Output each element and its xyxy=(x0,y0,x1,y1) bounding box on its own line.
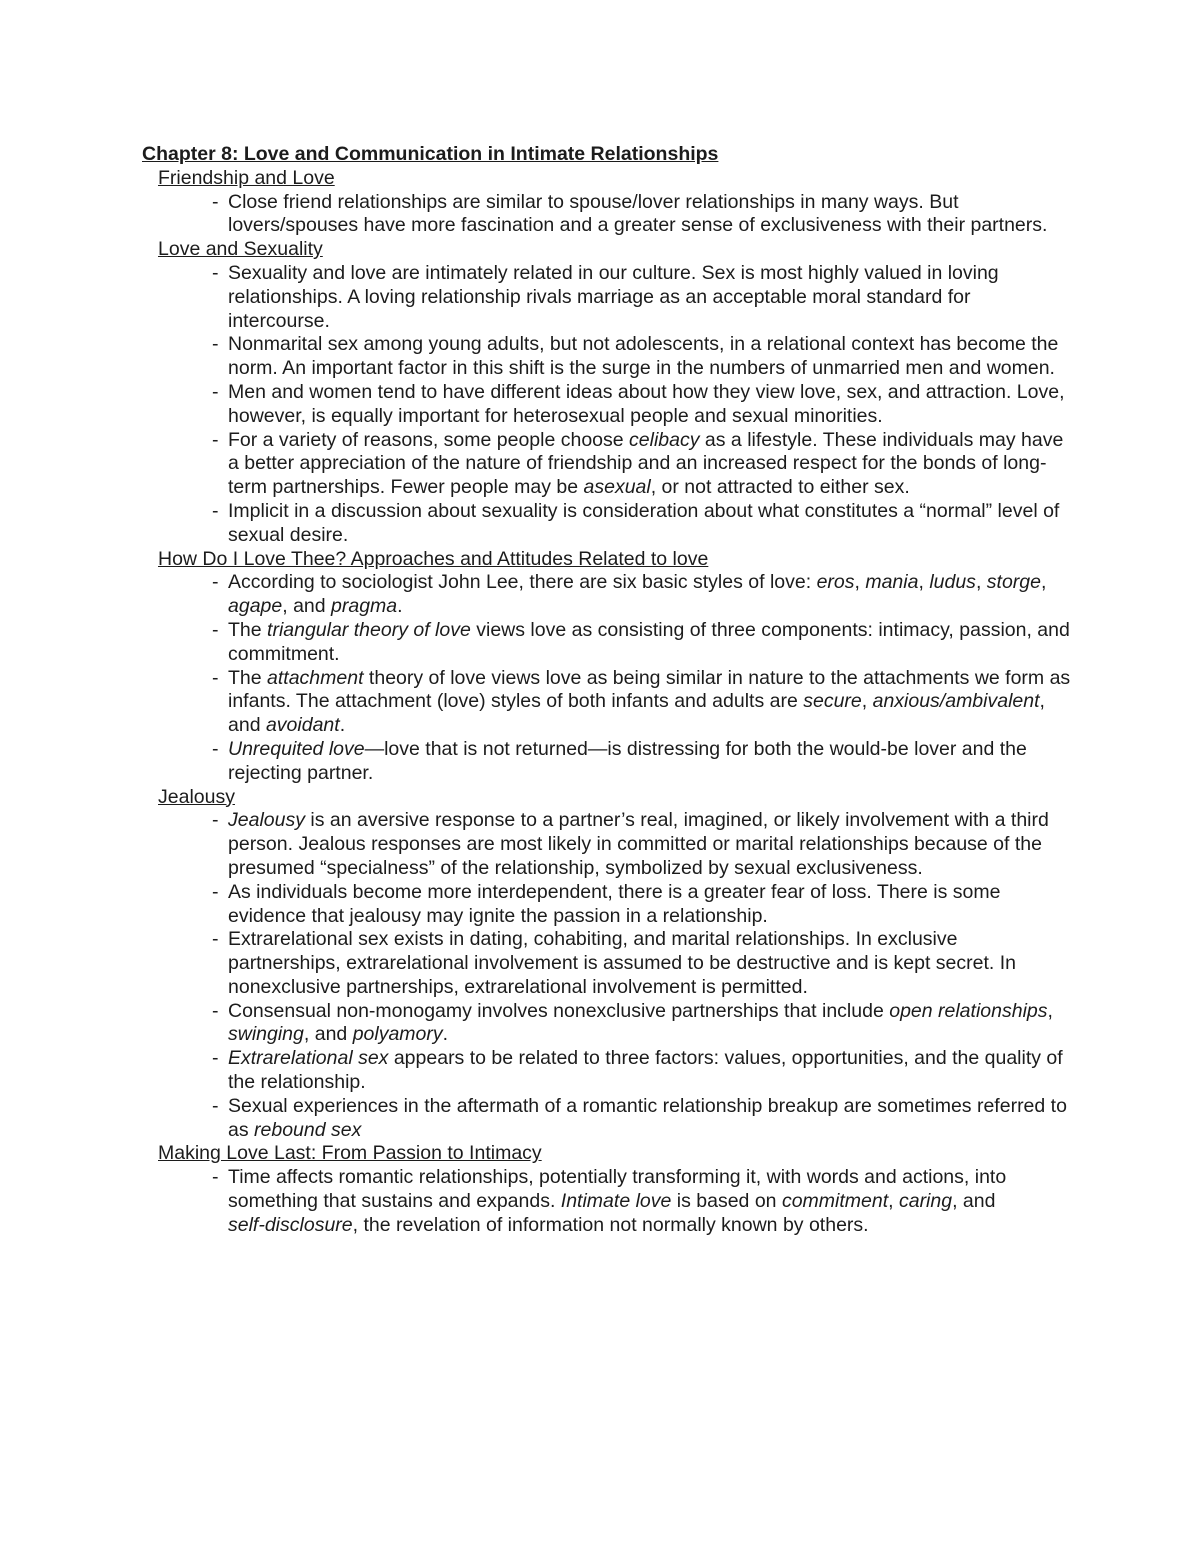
bullet-item xyxy=(212,881,1072,929)
bullet-dash: - xyxy=(212,380,219,403)
bullet-item xyxy=(212,809,1072,880)
text-run: , xyxy=(861,690,873,713)
text-run: As individuals become more interdependent, there is a greater fear of loss. There is some evidence that jealousy may ignite the passion in a relationship. xyxy=(228,880,1001,927)
italic-term: Extrarelational sex xyxy=(228,1047,389,1070)
italic-term: avoidant xyxy=(265,714,340,737)
text-run: theory of love views love as being similar in nature to the attachments we form as infants. The attachment (love) styles of both infants and adults are xyxy=(228,666,1071,713)
bullet-item xyxy=(212,191,1072,239)
text-run: Close friend relationships are similar to spouse/lover relationships in many ways. But lovers/spouses have more fascination and a greater sense of exclusiveness with their partners. xyxy=(228,190,1048,237)
bullet-item xyxy=(212,667,1072,738)
bullet-item xyxy=(212,1166,1072,1237)
text-run: , xyxy=(854,571,866,594)
text-run: , and xyxy=(952,1190,996,1213)
bullet-dash: - xyxy=(212,999,219,1022)
bullet-dash: - xyxy=(212,880,219,903)
bullet-dash: - xyxy=(212,1166,219,1189)
italic-term: pragma xyxy=(331,595,398,618)
italic-term: commitment xyxy=(781,1190,889,1213)
text-run: Extrarelational sex exists in dating, cohabiting, and marital relationships. In exclusive partnerships, extrarelational involvement is assumed to be destructive and is kept secret. In nonexclusive partnerships, extrarelational involvement is permitted. xyxy=(228,928,1016,998)
bullet-dash: - xyxy=(212,666,219,689)
text-run: According to sociologist John Lee, there are six basic styles of love: xyxy=(228,571,817,594)
bullet-list xyxy=(142,191,1072,239)
text-run: , xyxy=(918,571,930,594)
italic-term: Unrequited love xyxy=(228,737,365,760)
text-run: The xyxy=(228,618,268,641)
bullet-dash: - xyxy=(212,737,219,760)
bullet-item xyxy=(212,1000,1072,1048)
italic-term: triangular theory of love xyxy=(267,618,471,641)
text-run: is based on xyxy=(671,1190,782,1213)
text-run: Nonmarital sex among young adults, but not adolescents, in a relational context has become the norm. An important factor in this shift is the surge in the numbers of unmarried men and women. xyxy=(228,333,1059,380)
text-run: . xyxy=(442,1023,449,1046)
text-run: Men and women tend to have different ideas about how they view love, sex, and attraction. Love, however, is equally important for heterosexual people and sexual minorities. xyxy=(228,380,1065,427)
text-run: , or not attracted to either sex. xyxy=(650,476,910,499)
italic-term: open relationships xyxy=(889,999,1048,1022)
bullet-dash: - xyxy=(212,333,219,356)
bullet-item xyxy=(212,738,1072,786)
bullet-item xyxy=(212,1047,1072,1095)
bullet-dash: - xyxy=(212,499,219,522)
text-run: The xyxy=(228,666,268,689)
bullet-item xyxy=(212,333,1072,381)
text-run: —love that is not returned—is distressing for both the would-be lover and the rejecting partner. xyxy=(228,737,1027,784)
text-run: Implicit in a discussion about sexuality is consideration about what constitutes a “normal” level of sexual desire. xyxy=(228,499,1060,546)
section-heading: Friendship and Love xyxy=(158,166,335,189)
bullet-item xyxy=(212,500,1072,548)
bullet-list xyxy=(142,262,1072,548)
chapter-title: Chapter 8: Love and Communication in Intimate Relationships xyxy=(142,143,719,165)
text-run: , xyxy=(975,571,987,594)
text-run: , and xyxy=(228,690,1045,737)
italic-term: storge xyxy=(986,571,1041,594)
italic-term: agape xyxy=(228,595,283,618)
bullet-list xyxy=(142,571,1072,785)
text-run: , and xyxy=(282,595,332,618)
bullet-list xyxy=(142,809,1072,1142)
italic-term: self-disclosure xyxy=(228,1213,353,1236)
bullet-dash: - xyxy=(212,261,219,284)
section-heading: How Do I Love Thee? Approaches and Attitudes Related to love xyxy=(158,547,709,570)
text-run: is an aversive response to a partner’s real, imagined, or likely involvement with a third person. Jealous responses are most likely in committed or marital relationships because of the presumed “specialness” of the relationship, symbolized by sexual exclusiveness. xyxy=(228,809,1049,879)
italic-term: secure xyxy=(803,690,862,713)
text-run: Consensual non-monogamy involves nonexclusive partnerships that include xyxy=(228,999,890,1022)
text-run: . xyxy=(397,595,403,618)
bullet-item xyxy=(212,619,1072,667)
bullet-item xyxy=(212,381,1072,429)
bullet-list xyxy=(142,1166,1072,1237)
italic-term: anxious/ambivalent xyxy=(872,690,1040,713)
bullet-dash: - xyxy=(212,571,219,594)
italic-term: polyamory xyxy=(352,1023,443,1046)
italic-term: Jealousy xyxy=(228,809,305,832)
text-run: Sexual experiences in the aftermath of a romantic relationship breakup are sometimes referred to as xyxy=(228,1094,1067,1141)
text-run: , the revelation of information not normally known by others. xyxy=(352,1213,869,1236)
bullet-dash: - xyxy=(212,928,219,951)
bullet-item xyxy=(212,429,1072,500)
sections-container xyxy=(142,167,1072,1238)
bullet-dash: - xyxy=(212,1094,219,1117)
bullet-item xyxy=(212,1095,1072,1143)
section-heading: Making Love Last: From Passion to Intimacy xyxy=(158,1142,542,1165)
text-run: , xyxy=(1040,571,1047,594)
section-heading: Love and Sexuality xyxy=(158,238,323,261)
italic-term: rebound sex xyxy=(254,1118,362,1141)
text-run: For a variety of reasons, some people choose xyxy=(228,428,630,451)
text-run: , and xyxy=(303,1023,353,1046)
bullet-dash: - xyxy=(212,618,219,641)
italic-term: swinging xyxy=(228,1023,304,1046)
text-run: as a lifestyle. These individuals may have a better appreciation of the nature of friendship and an increased respect for the bonds of long-term partnerships. Fewer people may be xyxy=(228,428,1064,499)
italic-term: ludus xyxy=(929,571,976,594)
bullet-item xyxy=(212,571,1072,619)
bullet-dash: - xyxy=(212,809,219,832)
italic-term: eros xyxy=(816,571,855,594)
italic-term: attachment xyxy=(267,666,364,689)
italic-term: mania xyxy=(865,571,919,594)
text-run: , xyxy=(888,1190,899,1213)
italic-term: Intimate love xyxy=(560,1190,672,1213)
text-run: , xyxy=(1047,999,1053,1022)
text-run: Time affects romantic relationships, potentially transforming it, with words and actions, into something that sustains and expands. xyxy=(228,1166,1007,1213)
italic-term: asexual xyxy=(583,476,651,499)
italic-term: caring xyxy=(898,1190,953,1213)
document-page xyxy=(142,143,1072,1238)
italic-term: celibacy xyxy=(629,428,700,451)
text-run: views love as consisting of three components: intimacy, passion, and commitment. xyxy=(228,618,1070,665)
bullet-dash: - xyxy=(212,190,219,213)
bullet-item xyxy=(212,262,1072,333)
text-run: appears to be related to three factors: values, opportunities, and the quality of the relationship. xyxy=(228,1047,1063,1094)
text-run: Sexuality and love are intimately related in our culture. Sex is most highly valued in loving relationships. A loving relationship rivals marriage as an acceptable moral standard for intercourse. xyxy=(228,261,999,332)
bullet-item xyxy=(212,928,1072,999)
bullet-dash: - xyxy=(212,1047,219,1070)
text-run: . xyxy=(339,714,346,737)
bullet-dash: - xyxy=(212,428,219,451)
section-heading: Jealousy xyxy=(158,785,235,808)
